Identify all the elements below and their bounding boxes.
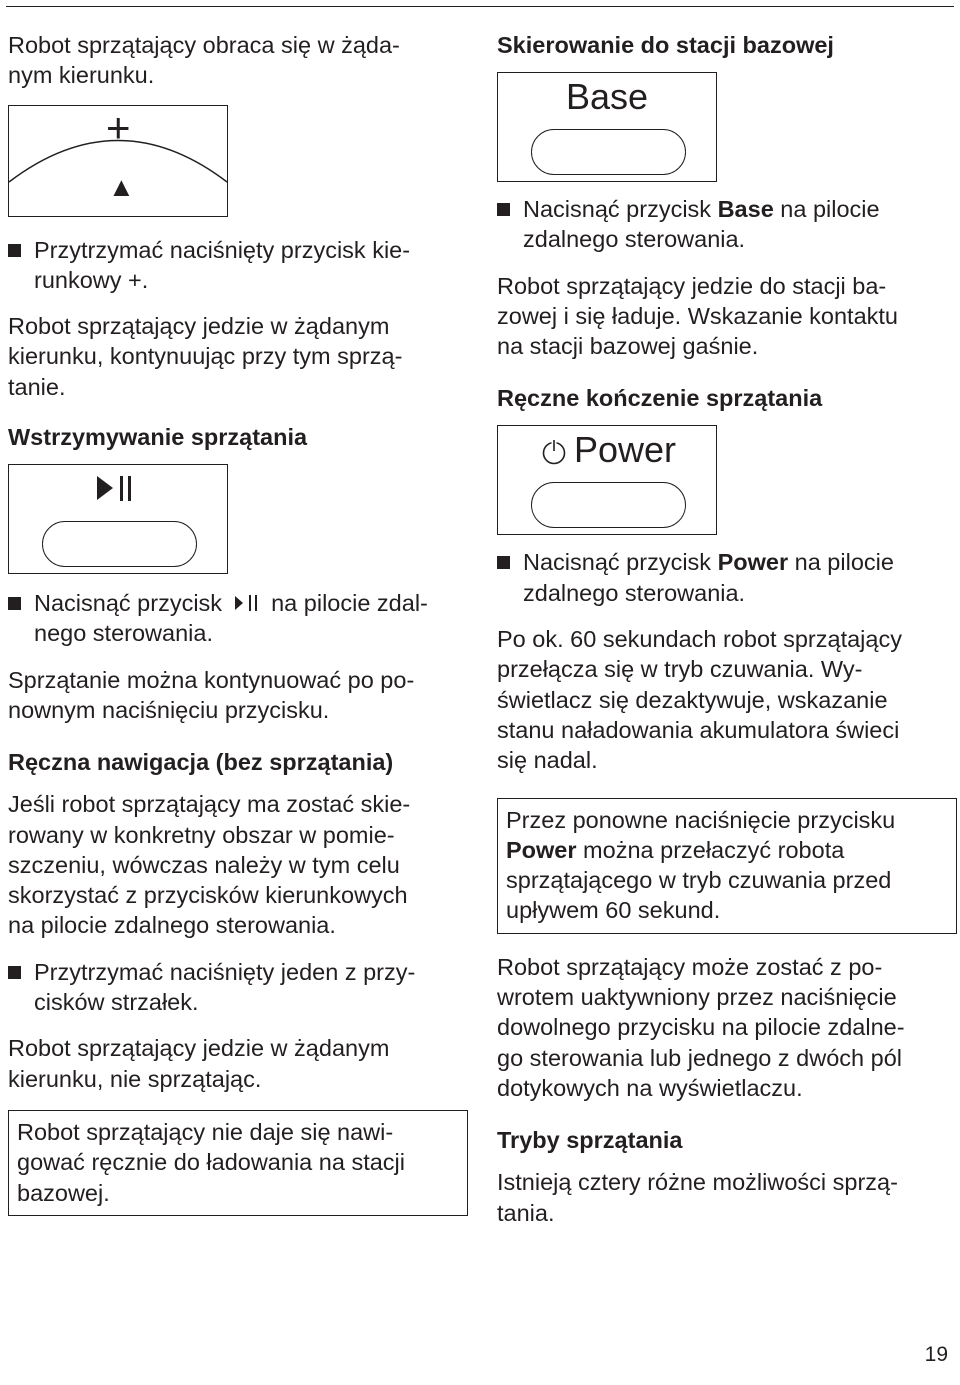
bullet-text-after: na pilocie zdalnego sterowania.	[523, 196, 880, 253]
direction-plus-graphic	[8, 105, 228, 217]
paragraph: Jeśli robot sprzątający ma zostać skie- rowany w konkretny obszar w pomie- szczeniu, wówczas należy w tym celu skorzystać z przycisków kierunkowych na pilocie zdalnego sterowania.	[8, 791, 411, 939]
play-pause-icon	[229, 593, 265, 613]
play-pause-button-graphic	[8, 464, 228, 574]
right-column	[497, 30, 957, 1228]
bullet-square-icon	[8, 597, 21, 610]
paragraph: Sprzątanie można kontynuować po po- nownym naciśnięciu przycisku.	[8, 666, 415, 723]
power-label: Power	[574, 429, 677, 471]
play-pause-icon	[93, 473, 153, 507]
note-text-before: Przez ponowne naciśnięcie przycisku	[506, 806, 896, 833]
power-button-graphic	[497, 425, 717, 535]
note-text	[506, 805, 948, 926]
note-bold-text: Power	[506, 836, 577, 863]
remote-button-outline	[531, 482, 686, 528]
heading-manual-navigation: Ręczna nawigacja (bez sprzątania)	[8, 749, 394, 776]
plus-icon: +	[106, 103, 131, 151]
bullet-text-before: Nacisnąć przycisk	[34, 590, 223, 617]
paragraph: Robot sprzątający jedzie do stacji ba- zowej i się ładuje. Wskazanie kontaktu na stacji bazowej gaśnie.	[497, 272, 899, 360]
note-box	[8, 1110, 468, 1216]
heading-cleaning-modes: Tryby sprzątania	[497, 1127, 683, 1154]
heading-end-cleaning: Ręczne kończenie sprzątania	[497, 385, 823, 412]
note-text: Robot sprzątający nie daje się nawi- gować ręcznie do ładowania na stacji bazowej.	[17, 1118, 405, 1206]
base-button-graphic	[497, 72, 717, 182]
bullet-bold-text: Base	[717, 196, 774, 222]
bullet-press-base	[497, 194, 957, 255]
bullet-press-power	[497, 547, 957, 608]
heading-pause: Wstrzymywanie sprzątania	[8, 424, 308, 451]
arrow-up-icon: ▲	[108, 171, 135, 202]
remote-button-outline	[531, 129, 686, 175]
bullet-square-icon	[8, 966, 21, 979]
heading-base-station: Skierowanie do stacji bazowej	[497, 32, 834, 58]
bullet-text-after: na pilocie zdal- nego sterowania.	[34, 590, 428, 647]
paragraph: Po ok. 60 sekundach robot sprzątający przełącza się w tryb czuwania. Wy- świetlacz się dezaktywuje, wskazanie stanu naładowania akumulatora świeci się nadal.	[497, 626, 902, 774]
power-icon	[540, 438, 568, 466]
bullet-bold-text: Power	[717, 549, 789, 576]
base-label: Base	[566, 76, 649, 117]
paragraph: Robot sprzątający jedzie w żądanym kierunku, kontynuując przy tym sprzą- tanie.	[8, 313, 403, 400]
left-column	[8, 30, 468, 1216]
bullet-text: Przytrzymać naciśnięty przycisk kie- runkowy +.	[34, 236, 411, 293]
bullet-text-before: Nacisnąć przycisk	[523, 549, 718, 576]
bullet-square-icon	[497, 556, 510, 569]
bullet-text-before: Nacisnąć przycisk	[523, 196, 718, 222]
page-number: 19	[924, 1343, 948, 1366]
bullet-square-icon	[497, 203, 510, 216]
note-text-after: można przełaczyć robota sprzątającego w tryb czuwania przed upływem 60 sekund.	[506, 836, 892, 924]
intro-text: Robot sprzątający obraca się w żąda- nym kierunku.	[8, 32, 400, 89]
paragraph: Robot sprzątający jedzie w żądanym kierunku, nie sprzątając.	[8, 1035, 390, 1092]
bullet-hold-direction	[8, 235, 468, 296]
bullet-square-icon	[8, 244, 21, 257]
remote-button-outline	[42, 521, 197, 567]
bullet-press-play-pause	[8, 588, 468, 649]
top-rule	[6, 6, 954, 7]
bullet-hold-arrow	[8, 957, 468, 1018]
bullet-text: Przytrzymać naciśnięty jeden z przy- cisków strzałek.	[34, 958, 416, 1016]
bullet-text-after: na pilocie zdalnego sterowania.	[523, 549, 894, 606]
paragraph: Robot sprzątający może zostać z po- wrotem uaktywniony przez naciśnięcie dowolnego przycisku na pilocie zdalne- go sterowania lub jednego z dwóch pól dotykowych na wyświetlaczu.	[497, 953, 905, 1101]
note-box	[497, 798, 957, 934]
paragraph: Istnieją cztery różne możliwości sprzą- tania.	[497, 1169, 898, 1226]
